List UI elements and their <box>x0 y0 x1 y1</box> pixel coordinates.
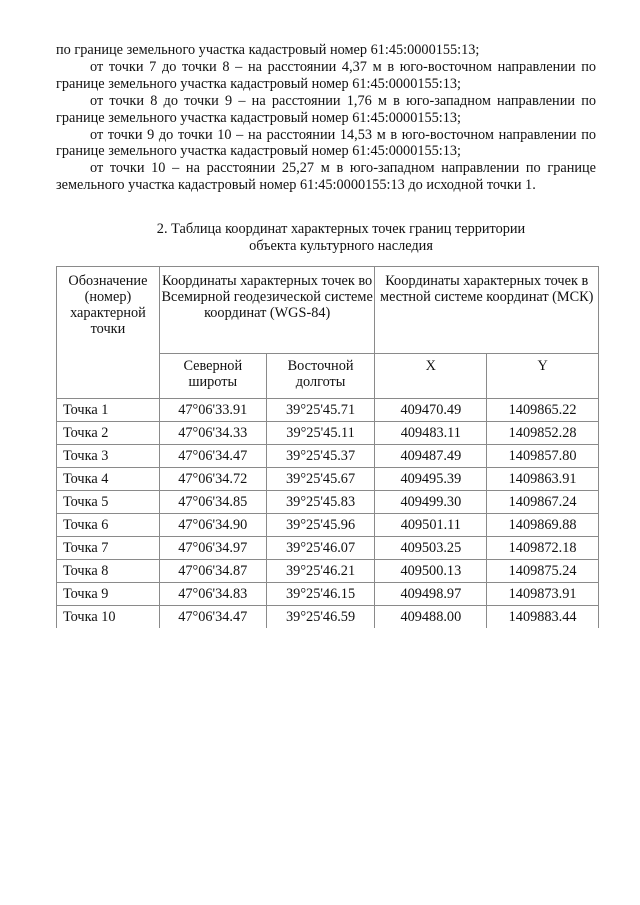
point-name: Точка 6 <box>57 514 160 537</box>
latitude-cell: 47°06'34.90 <box>159 514 266 537</box>
y-cell: 1409865.22 <box>487 399 599 422</box>
table-row <box>57 606 599 629</box>
header-x: X <box>375 354 487 399</box>
header-msk: Координаты характерных точек в местной системе координат (МСК) <box>375 267 599 354</box>
x-cell: 409495.39 <box>375 468 487 491</box>
latitude-cell: 47°06'34.87 <box>159 560 266 583</box>
x-cell: 409503.25 <box>375 537 487 560</box>
x-cell: 409488.00 <box>375 606 487 629</box>
table-row <box>57 583 599 606</box>
y-cell: 1409867.24 <box>487 491 599 514</box>
point-name: Точка 7 <box>57 537 160 560</box>
latitude-cell: 47°06'34.72 <box>159 468 266 491</box>
header-east-longitude: Восточной долготы <box>266 354 375 399</box>
longitude-cell: 39°25'45.67 <box>266 468 375 491</box>
latitude-cell: 47°06'34.85 <box>159 491 266 514</box>
table-row <box>57 399 599 422</box>
point-name: Точка 9 <box>57 583 160 606</box>
longitude-cell: 39°25'45.37 <box>266 445 375 468</box>
x-cell: 409498.97 <box>375 583 487 606</box>
header-designation: Обозначение (номер) характерной точки <box>57 267 160 399</box>
point-name: Точка 2 <box>57 422 160 445</box>
y-cell: 1409869.88 <box>487 514 599 537</box>
latitude-cell: 47°06'34.47 <box>159 606 266 629</box>
longitude-cell: 39°25'46.59 <box>266 606 375 629</box>
paragraph: от точки 8 до точки 9 – на расстоянии 1,76 м в юго-западном направлении по границе земельного участка кадастровый номер 61:45:0000155:13; <box>56 92 596 126</box>
table-row <box>57 514 599 537</box>
longitude-cell: 39°25'46.21 <box>266 560 375 583</box>
point-name: Точка 10 <box>57 606 160 629</box>
point-name: Точка 5 <box>57 491 160 514</box>
longitude-cell: 39°25'45.71 <box>266 399 375 422</box>
paragraph: от точки 7 до точки 8 – на расстоянии 4,37 м в юго-восточном направлении по границе земельного участка кадастровый номер 61:45:0000155:13; <box>56 58 596 92</box>
paragraph: от точки 10 – на расстоянии 25,27 м в юго-западном направлении по границе земельного участка кадастровый номер 61:45:0000155:13 до исходной точки 1. <box>56 160 596 194</box>
longitude-cell: 39°25'45.83 <box>266 491 375 514</box>
point-name: Точка 1 <box>57 399 160 422</box>
header-north-latitude: Северной широты <box>159 354 266 399</box>
longitude-cell: 39°25'45.96 <box>266 514 375 537</box>
latitude-cell: 47°06'34.47 <box>159 445 266 468</box>
body-text <box>56 42 596 194</box>
point-name: Точка 3 <box>57 445 160 468</box>
table-row <box>57 468 599 491</box>
x-cell: 409501.11 <box>375 514 487 537</box>
caption-line-1: 2. Таблица координат характерных точек границ территории <box>156 221 526 237</box>
x-cell: 409500.13 <box>375 560 487 583</box>
x-cell: 409499.30 <box>375 491 487 514</box>
x-cell: 409483.11 <box>375 422 487 445</box>
point-name: Точка 4 <box>57 468 160 491</box>
y-cell: 1409872.18 <box>487 537 599 560</box>
table-row <box>57 422 599 445</box>
longitude-cell: 39°25'45.11 <box>266 422 375 445</box>
table-row <box>57 560 599 583</box>
table-caption <box>56 221 626 255</box>
paragraph: по границе земельного участка кадастровый номер 61:45:0000155:13; <box>56 42 480 58</box>
y-cell: 1409863.91 <box>487 468 599 491</box>
y-cell: 1409875.24 <box>487 560 599 583</box>
y-cell: 1409852.28 <box>487 422 599 445</box>
table-row <box>57 491 599 514</box>
x-cell: 409487.49 <box>375 445 487 468</box>
latitude-cell: 47°06'34.97 <box>159 537 266 560</box>
point-name: Точка 8 <box>57 560 160 583</box>
x-cell: 409470.49 <box>375 399 487 422</box>
header-wgs84: Координаты характерных точек во Всемирной геодезической системе координат (WGS-84) <box>159 267 375 354</box>
paragraph: от точки 9 до точки 10 – на расстоянии 14,53 м в юго-восточном направлении по границе земельного участка кадастровый номер 61:45:0000155:13; <box>56 126 596 160</box>
latitude-cell: 47°06'33.91 <box>159 399 266 422</box>
y-cell: 1409873.91 <box>487 583 599 606</box>
longitude-cell: 39°25'46.07 <box>266 537 375 560</box>
table-row <box>57 537 599 560</box>
longitude-cell: 39°25'46.15 <box>266 583 375 606</box>
table-row <box>57 445 599 468</box>
latitude-cell: 47°06'34.83 <box>159 583 266 606</box>
coordinates-table <box>56 266 599 628</box>
latitude-cell: 47°06'34.33 <box>159 422 266 445</box>
y-cell: 1409883.44 <box>487 606 599 629</box>
header-y: Y <box>487 354 599 399</box>
y-cell: 1409857.80 <box>487 445 599 468</box>
caption-line-2: объекта культурного наследия <box>249 238 433 254</box>
